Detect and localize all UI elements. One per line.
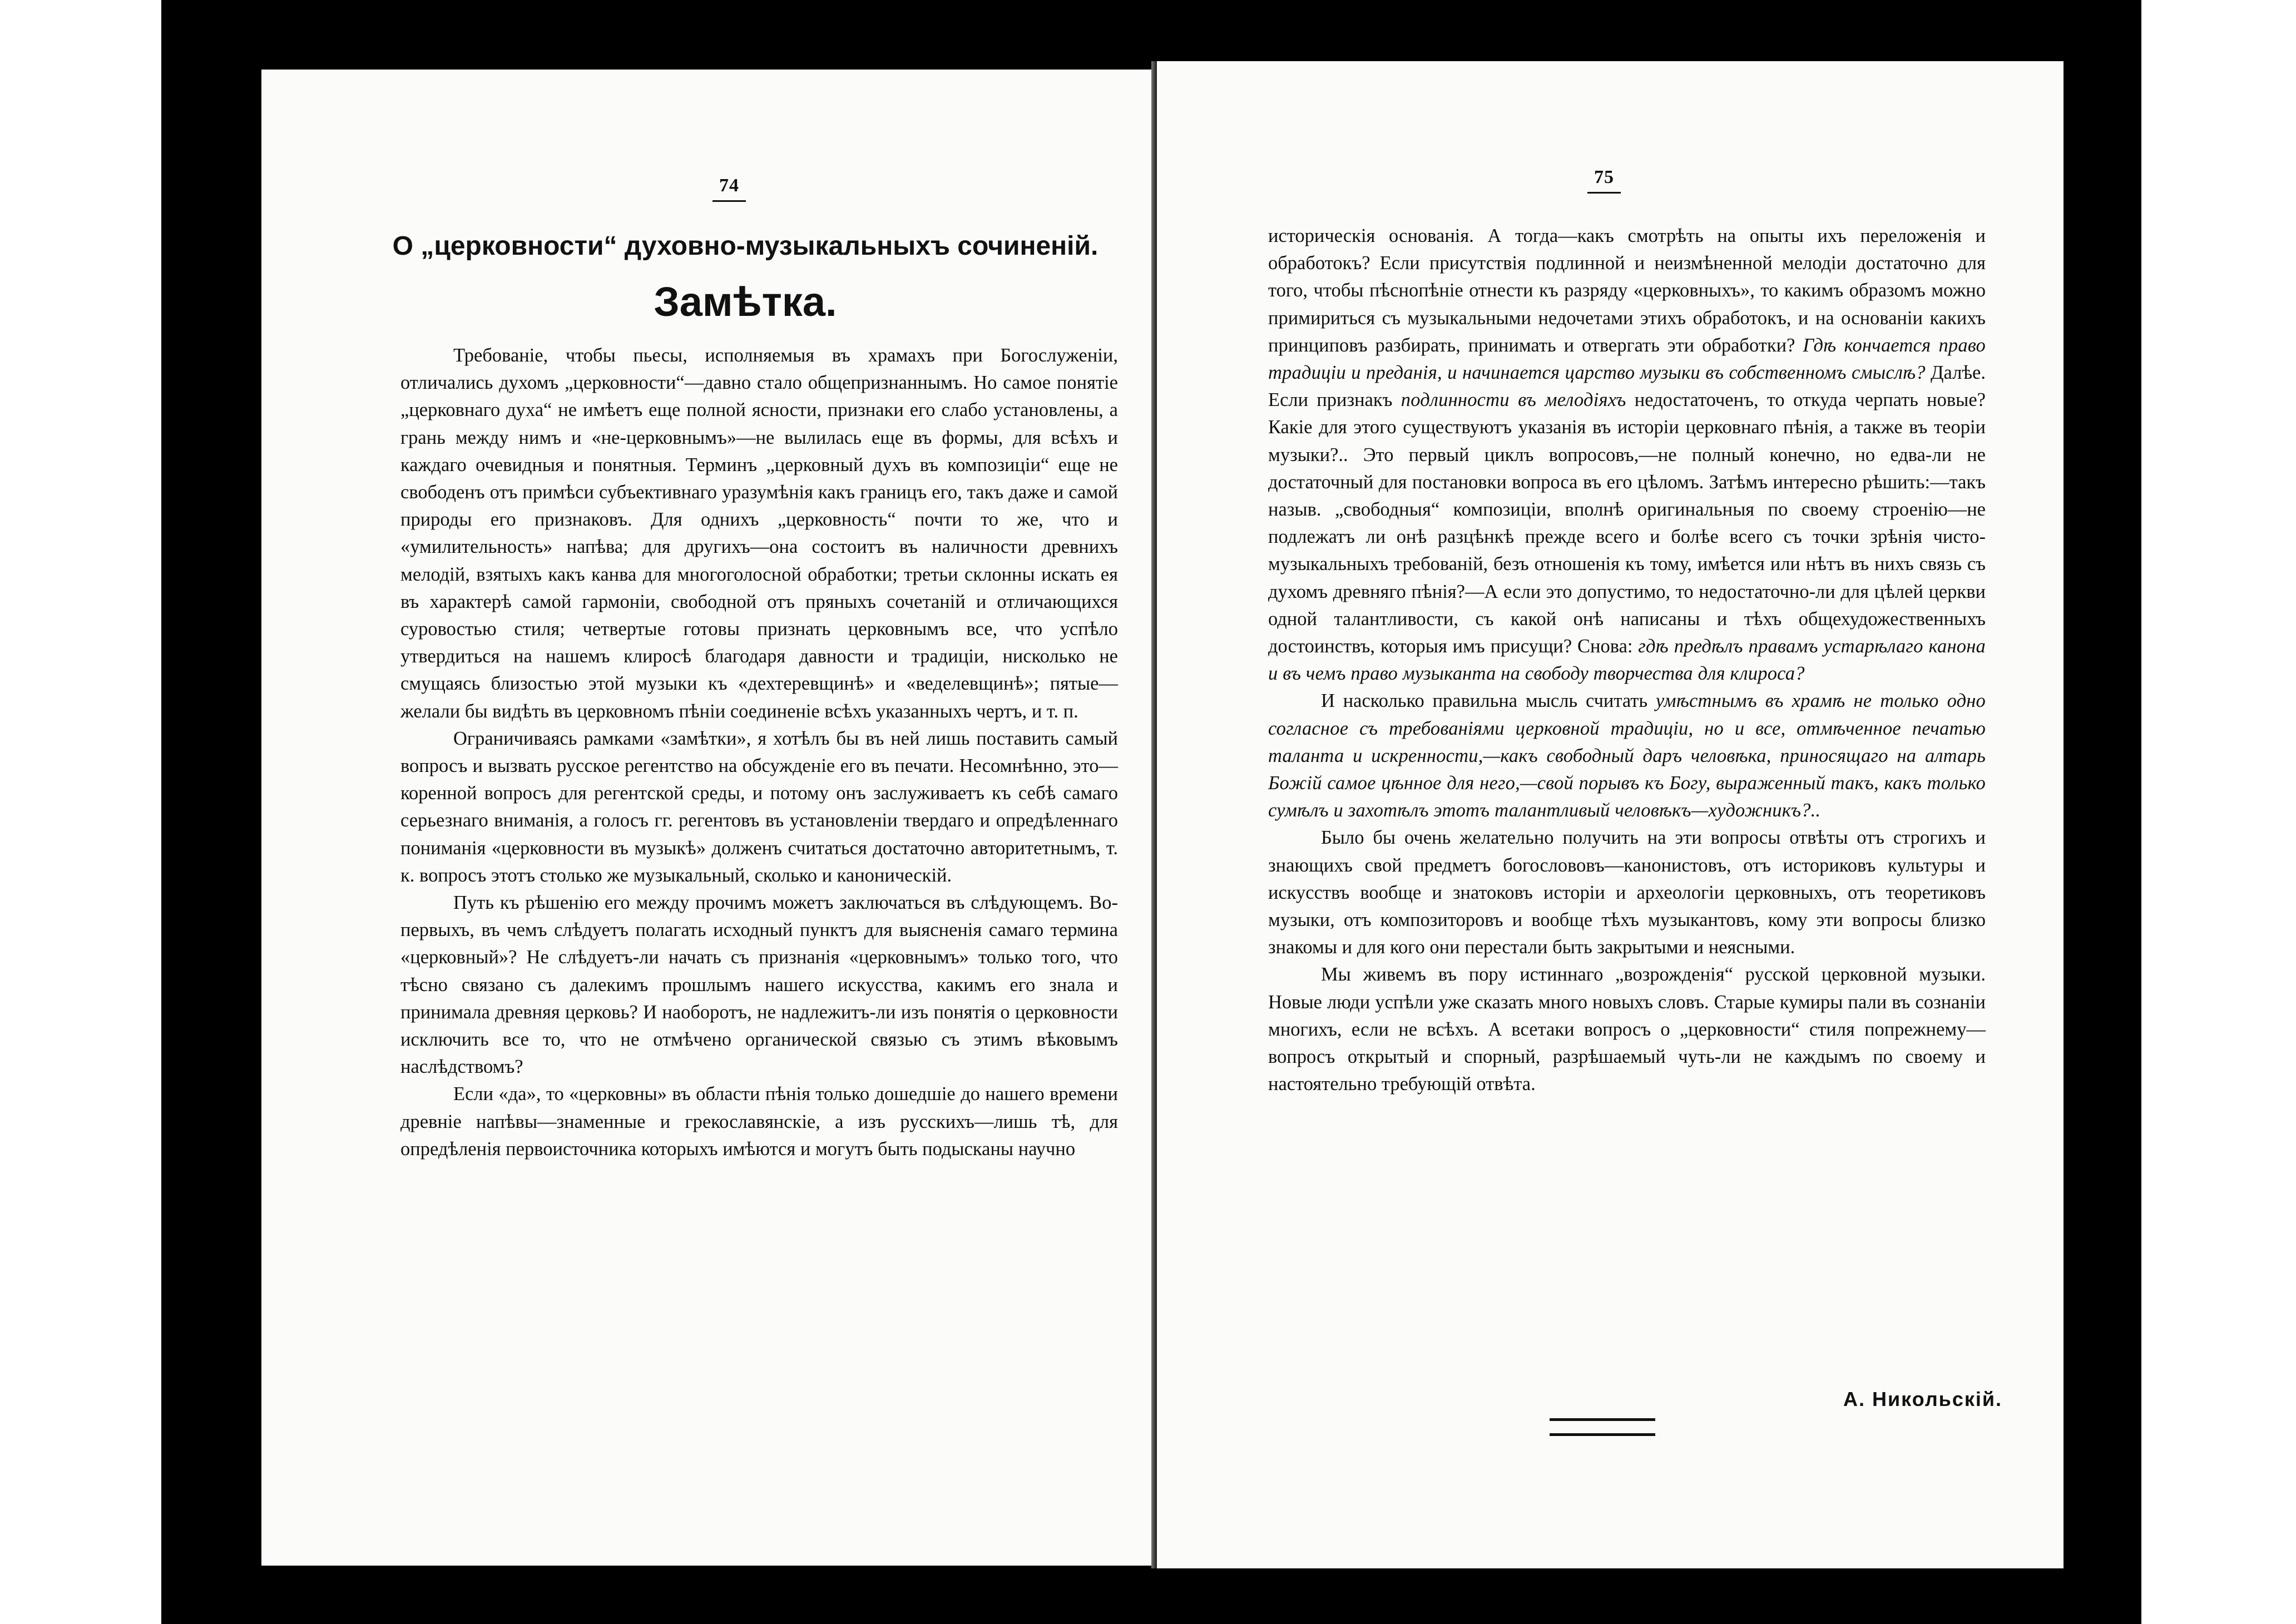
italic-text: Гдѣ кончается право традиціи и преданія, и начинается царство музыки въ собственномъ смыслѣ? [1268,334,1986,384]
italic-text: гдѣ предѣлъ правамъ устарѣлаго канона и въ чемъ право музыканта на свободу творчества для клироса? [1268,636,1986,685]
left-page [261,70,1151,1566]
text-run: И насколько правильна мысль считать [1321,690,1656,712]
text-run: Далѣе. Если признакъ [1268,362,1986,411]
paragraph [1268,222,1986,687]
italic-text: умѣстнымъ въ храмѣ не только одно согласное съ требованіями церковной традиціи, но и все, отмѣченное печатью таланта и искренности,—какъ свободный даръ человѣка, приносящаго на алтарь Божій самое цѣнное для него,—свой порывъ къ Богу, выраженный такъ, какъ только сумѣлъ и захотѣлъ этотъ талантливый человѣкъ—художникъ?.. [1268,690,1986,821]
end-rule [1550,1418,1655,1436]
text-run: Мы живемъ въ пору истиннаго „возрожденія“ русской церковной музыки. Новые люди успѣли уже сказать много новыхъ словъ. Старые кумиры пали въ сознаніи многихъ, если не всѣхъ. А всетаки вопросъ о „церковности“ стиля попрежнему—вопросъ открытый и спорный, разрѣшаемый чуть-ли не каждымъ по своему и настоятельно требующій отвѣта. [1268,964,1986,1095]
right-page [1157,61,2064,1568]
paragraph [1268,687,1986,824]
paragraph: Ограничиваясь рамками «замѣтки», я хотѣлъ бы въ ней лишь поставить самый вопросъ и вызвать русское регентство на обсужденіе его въ печати. Несомнѣнно, это—коренной вопросъ для регентской среды, и потому онъ заслуживаетъ къ себѣ самаго серьезнаго вниманія, а голосъ гг. регентовъ въ установленіи твердаго и опредѣленнаго пониманія «церковности въ музыкѣ» долженъ считаться достаточно авторитетнымъ, т. к. вопросъ этотъ столько же музыкальный, сколько и каноническій. [400,727,1118,886]
paragraph: Путь къ рѣшенію его между прочимъ можетъ заключаться въ слѣдующемъ. Во-первыхъ, въ чемъ слѣдуетъ полагать исходный пунктъ для выясненія самаго термина «церковный»? Не слѣдуетъ-ли начать съ признанія «церковнымъ» только того, что тѣсно связано съ далекимъ прошлымъ нашего искусства, какимъ его знала и принимала древняя церковь? И наоборотъ, не надлежитъ-ли изъ понятія о церковности исключить все то, что не отмѣчено органической связью съ этимъ вѣковымъ наслѣдствомъ? [400,892,1118,1078]
paragraph [1268,961,1986,1098]
page-number: 75 [1594,167,1614,187]
article-subtitle: Замѣтка. [654,279,837,325]
article-title: О „церковности“ духовно-музыкальныхъ сочиненій. [392,231,1098,261]
author-signature: А. Никольскій. [1843,1388,2002,1410]
right-text-column [1268,222,1986,1098]
text-run: историческія основанія. А тогда—какъ смотрѣть на опыты ихъ переложенія и обработокъ? Если присутствія подлинной и неизмѣненной мелодіи достаточно для того, чтобы пѣснопѣніе отнести къ разряду «церковныхъ», то какимъ образомъ можно примириться съ музыкальными недочетами этихъ обработокъ, и на основаніи какихъ принциповъ разбирать, принимать и отвергать эти обработки? [1268,225,1986,356]
paragraph: Если «да», то «церковны» въ области пѣнія только дошедшіе до нашего времени древніе напѣвы—знаменные и грекославянскіе, а изъ русскихъ—лишь тѣ, для опредѣленія первоисточника которыхъ имѣются и могутъ быть подысканы научно [400,1083,1118,1160]
paragraph: Требованіе, чтобы пьесы, исполняемыя въ храмахъ при Богослуженіи, отличались духомъ „церковности“—давно стало общепризнаннымъ. Но самое понятіе „церковнаго духа“ не имѣетъ еще полной ясности, признаки его слабо установлены, а грань между нимъ и «не-церковнымъ»—не вылилась еще въ формы, для всѣхъ и каждаго очевидныя и понятныя. Терминъ „церковный духъ въ композиціи“ еще не свободенъ отъ примѣси субъективнаго уразумѣнія какъ границъ его, такъ даже и самой природы его признаковъ. Для однихъ „церковность“ почти то же, что и «умилительность» напѣва; для другихъ—она состоитъ въ наличности древнихъ мелодій, взятыхъ какъ канва для многоголосной обработки; третьи склонны искать ея въ характерѣ самой гармоніи, свободной отъ пряныхъ сочетаній и отличающихся суровостью стиля; четвертые готовы признать церковнымъ все, что успѣло утвердиться на нашемъ клиросѣ благодаря давности и традиціи, нисколько не смущаясь близостью этой музыки къ «дехтеревщинѣ» и «веделевщинѣ»; пятые—желали бы видѣть въ церковномъ пѣніи соединеніе всѣхъ указанныхъ чертъ, и т. п. [400,345,1118,722]
text-run: Было бы очень желательно получить на эти вопросы отвѣты отъ строгихъ и знающихъ свой предметъ богослововъ—канонистовъ, отъ историковъ культуры и искусствъ вообще и знатоковъ исторіи и археологіи церковныхъ, отъ теоретиковъ музыки, отъ композиторовъ и вообще тѣхъ музыкантовъ, кому эти вопросы близко знакомы и для кого они перестали быть закрытыми и неясными. [1268,827,1986,958]
text-run: недостаточенъ, то откуда черпать новые? Какіе для этого существуютъ указанія въ исторіи церковнаго пѣнія, а также въ теоріи музыки?.. Это первый циклъ вопросовъ,—не полный конечно, но едва-ли не достаточный для постановки вопроса въ его цѣломъ. Затѣмъ интересно рѣшить:—такъ назыв. „свободныя“ композиціи, вполнѣ оригинальныя по своему строенію—не подлежатъ ли онѣ разцѣнкѣ прежде всего и болѣе всего съ точки зрѣнія чисто-музыкальныхъ требованій, безъ отношенія къ тому, имѣется или нѣтъ въ нихъ связь съ духомъ древняго пѣнія?—А если это допустимо, то недостаточно-ли для цѣлей церкви одной талантливости, съ какой онѣ написаны и тѣхъ общехудожественныхъ достоинствъ, которыя имъ присущи? Снова: [1268,389,1986,657]
italic-text: подлинности въ мелодіяхъ [1401,389,1626,411]
page-number: 74 [719,175,739,196]
left-text-column [400,342,1118,1163]
paragraph [1268,824,1986,961]
